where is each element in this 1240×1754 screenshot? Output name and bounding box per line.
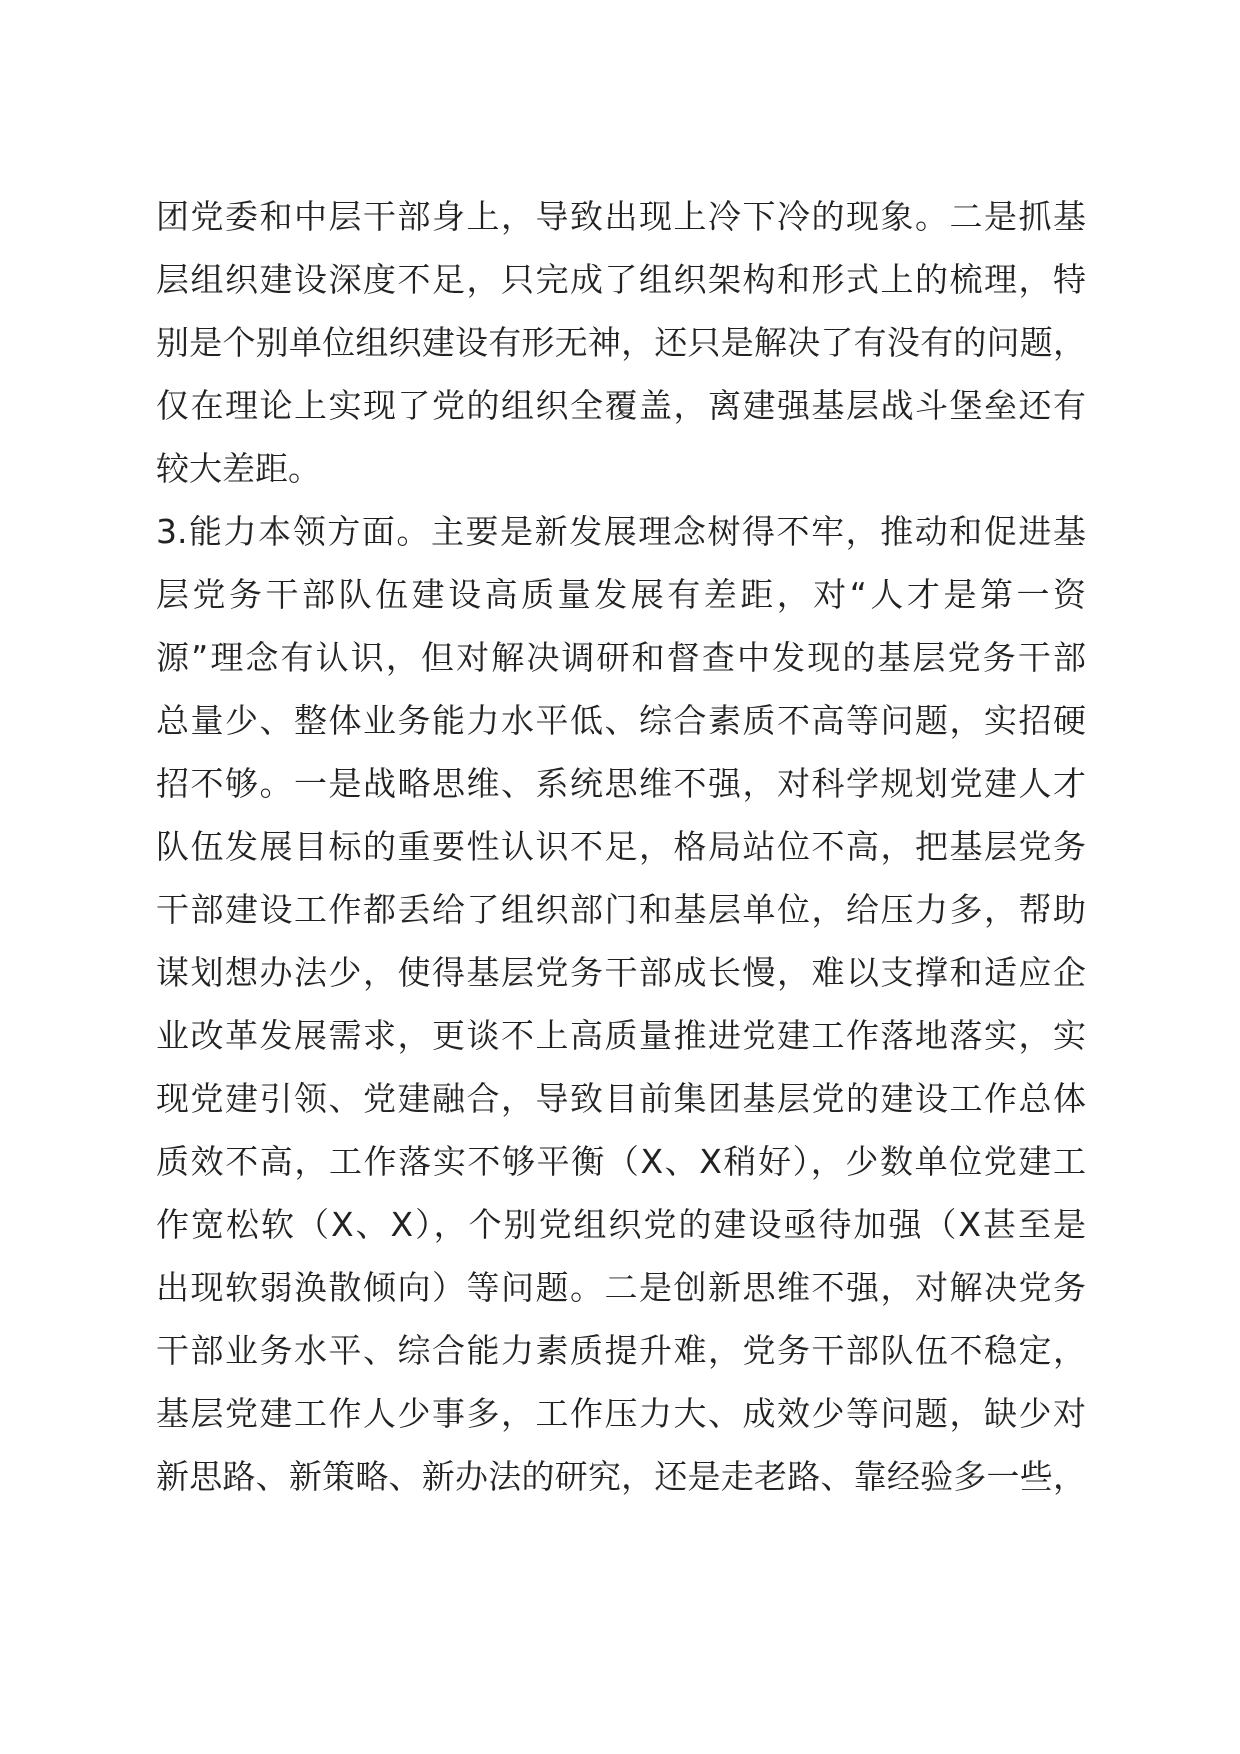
text-line: 别是个别单位组织建设有形无神，还只是解决了有没有的问题，: [156, 323, 1086, 362]
text-line: 较大差距。: [156, 449, 321, 488]
text-line: 总量少、整体业务能力水平低、综合素质不高等问题，实招硬: [156, 701, 1086, 740]
text-line: 干部业务水平、综合能力素质提升难，党务干部队伍不稳定，: [156, 1331, 1086, 1370]
text-line: 源”理念有认识，但对解决调研和督查中发现的基层党务干部: [156, 638, 1086, 677]
text-line: 质效不高，工作落实不够平衡（X、X稍好），少数单位党建工: [156, 1142, 1086, 1181]
text-line: 新思路、新策略、新办法的研究，还是走老路、靠经验多一些，: [156, 1457, 1086, 1496]
text-line: 招不够。一是战略思维、系统思维不强，对科学规划党建人才: [156, 764, 1086, 803]
text-line: 层党务干部队伍建设高质量发展有差距，对“人才是第一资: [156, 575, 1086, 614]
text-line: 现党建引领、党建融合，导致目前集团基层党的建设工作总体: [156, 1079, 1086, 1118]
text-line: 团党委和中层干部身上，导致出现上冷下冷的现象。二是抓基: [156, 197, 1086, 236]
text-line: 作宽松软（X、X），个别党组织党的建设亟待加强（X甚至是: [156, 1205, 1086, 1244]
text-line: 业改革发展需求，更谈不上高质量推进党建工作落地落实，实: [156, 1016, 1086, 1055]
text-line: 干部建设工作都丢给了组织部门和基层单位，给压力多，帮助: [156, 890, 1086, 929]
text-line: 队伍发展目标的重要性认识不足，格局站位不高，把基层党务: [156, 827, 1086, 866]
text-line: 谋划想办法少，使得基层党务干部成长慢，难以支撑和适应企: [156, 953, 1086, 992]
text-line: 出现软弱涣散倾向）等问题。二是创新思维不强，对解决党务: [156, 1268, 1086, 1307]
text-line: 基层党建工作人少事多，工作压力大、成效少等问题，缺少对: [156, 1394, 1086, 1433]
text-line: 3.能力本领方面。主要是新发展理念树得不牢，推动和促进基: [156, 512, 1086, 551]
text-line: 仅在理论上实现了党的组织全覆盖，离建强基层战斗堡垒还有: [156, 386, 1086, 425]
text-line: 层组织建设深度不足，只完成了组织架构和形式上的梳理，特: [156, 260, 1086, 299]
